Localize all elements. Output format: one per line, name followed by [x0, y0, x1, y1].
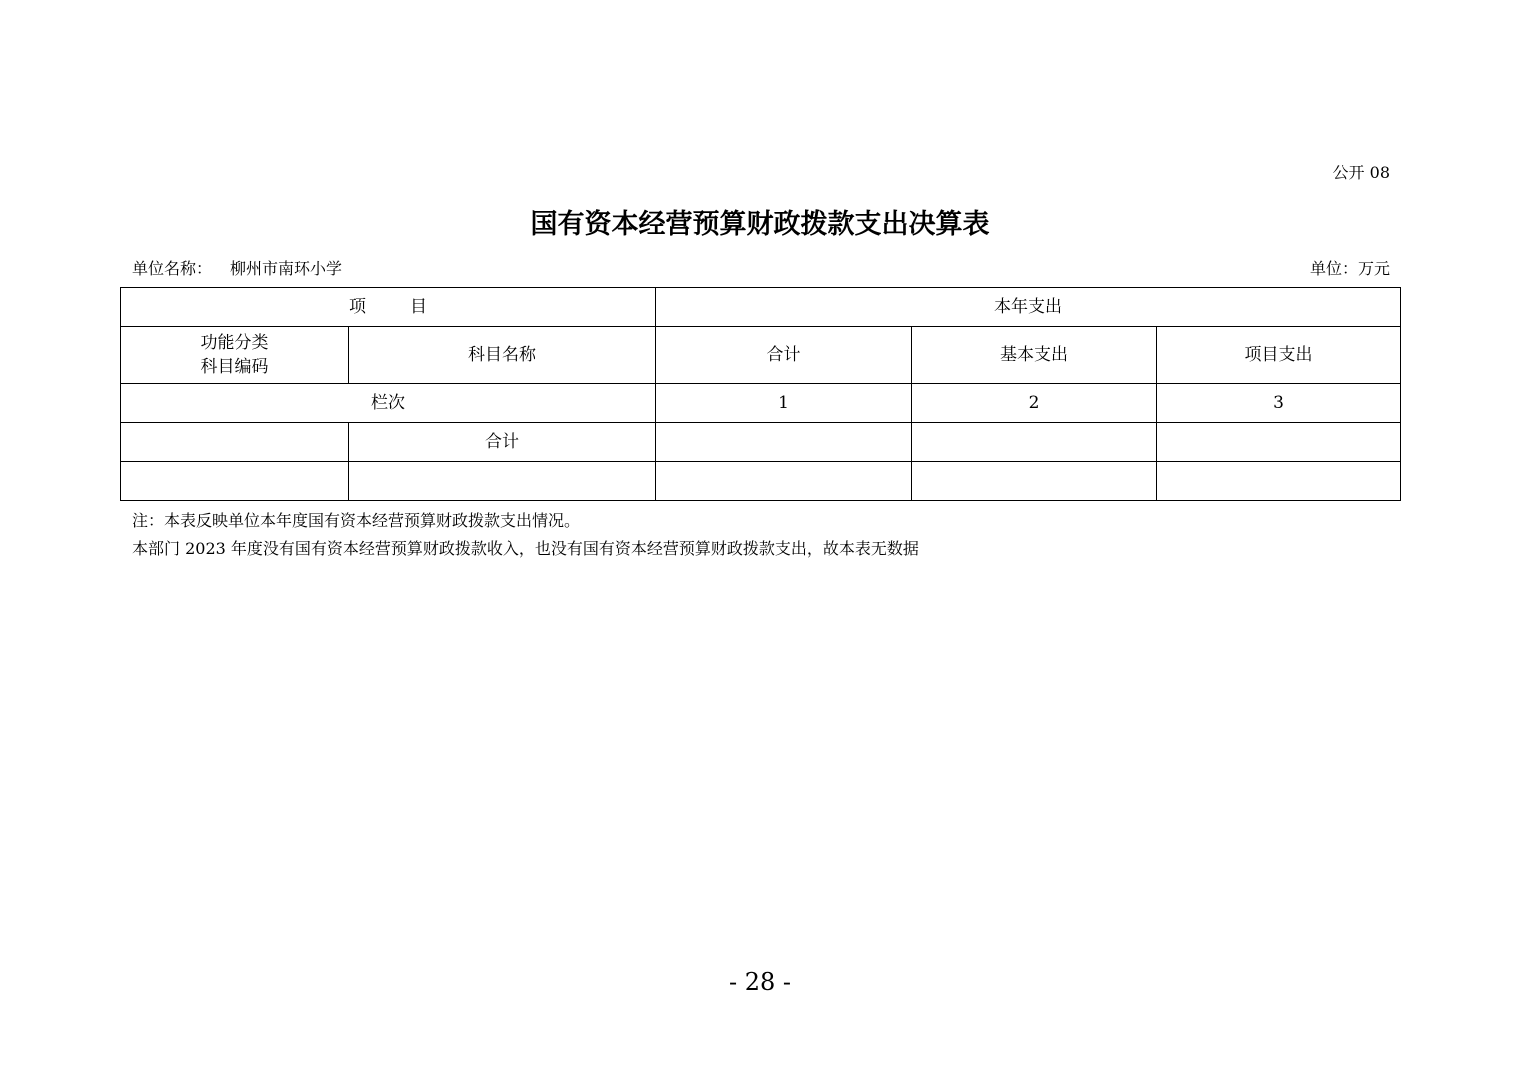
total-row-code [121, 423, 349, 462]
total-row [121, 423, 1401, 462]
form-code: 公开 08 [1332, 163, 1390, 182]
column-header-row [121, 327, 1401, 384]
page-number: - 28 - [728, 968, 791, 996]
blank-row-basic [912, 462, 1157, 501]
total-row-label: 合计 [349, 423, 656, 462]
col-subject-name: 科目名称 [349, 327, 656, 384]
index-3: 3 [1157, 384, 1401, 423]
page-title: 国有资本经营预算财政拨款支出决算表 [530, 209, 990, 240]
table-row [121, 462, 1401, 501]
note-2: 本部门 2023 年度没有国有资本经营预算财政拨款收入，也没有国有资本经营预算财政拨款支出，故本表无数据 [132, 539, 919, 558]
col-total: 合计 [656, 327, 912, 384]
expense-table [120, 287, 1401, 501]
unit-name-label: 单位名称： [132, 259, 213, 278]
header-item-b: 目 [410, 297, 427, 317]
blank-row-project [1157, 462, 1401, 501]
col-func-code [121, 327, 349, 384]
index-2: 2 [912, 384, 1157, 423]
unit-name [132, 256, 342, 279]
col-func-code-line2: 科目编码 [200, 357, 269, 377]
unit-measure: 单位：万元 [1309, 259, 1390, 278]
note-1: 注：本表反映单位本年度国有资本经营预算财政拨款支出情况。 [132, 511, 581, 530]
col-project: 项目支出 [1157, 327, 1401, 384]
header-year-expense: 本年支出 [656, 288, 1401, 327]
index-1: 1 [656, 384, 912, 423]
col-basic: 基本支出 [912, 327, 1157, 384]
total-row-basic [912, 423, 1157, 462]
header-item [121, 288, 656, 327]
col-func-code-line1: 功能分类 [200, 333, 269, 353]
header-item-a: 项 [349, 297, 366, 317]
table-header-row [121, 288, 1401, 327]
index-label: 栏次 [121, 384, 656, 423]
blank-row-code [121, 462, 349, 501]
unit-name-value: 柳州市南环小学 [230, 259, 343, 278]
total-row-project [1157, 423, 1401, 462]
blank-row-total [656, 462, 912, 501]
index-row [121, 384, 1401, 423]
total-row-total [656, 423, 912, 462]
blank-row-name [349, 462, 656, 501]
